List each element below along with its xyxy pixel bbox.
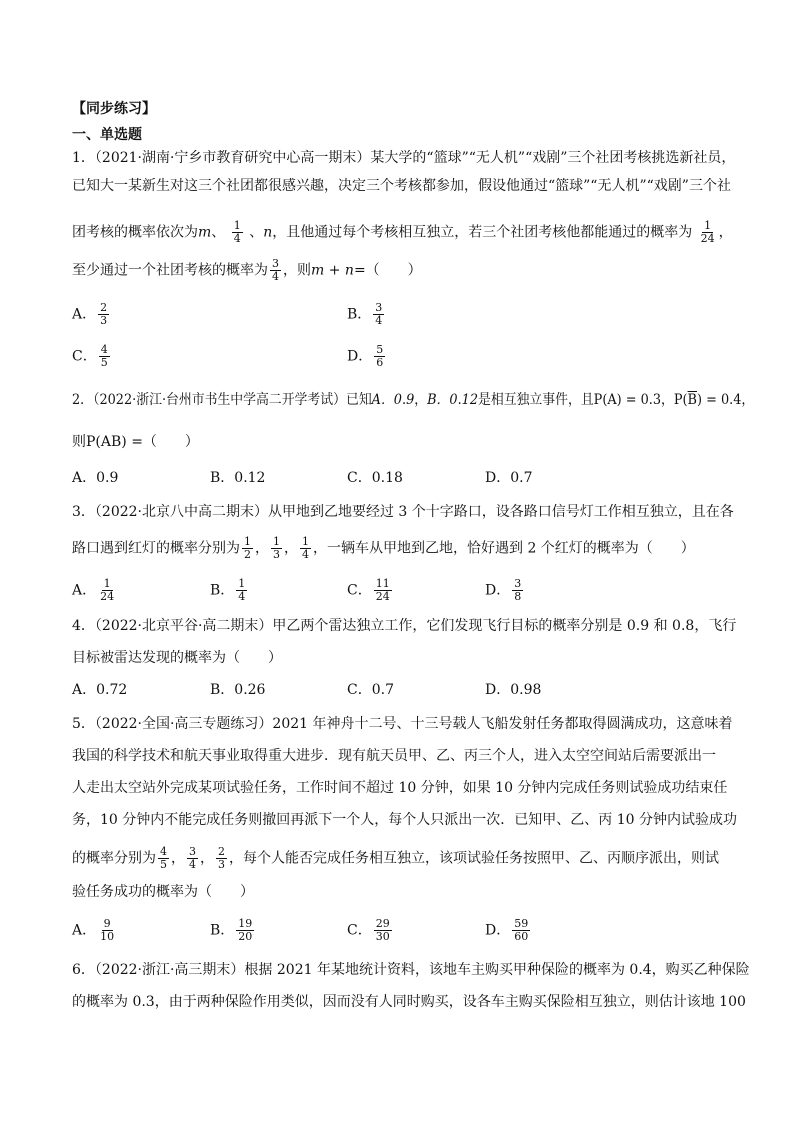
q1-option-d: D． $\frac{5}{6}$ (347, 343, 384, 369)
q1-line-2: 已知大一某新生对这三个社团都很感兴趣，决定三个考核都参加，假设他通过“篮球”“无人机”“戏剧”三个社 (72, 178, 731, 194)
q5-line-5: 的概率分别为 $\frac{4}{5}$ ， $\frac{3}{4}$ ， $\frac{2}{3}$ ，每个人能否完成任务相互独立，该项试验任务按照甲、乙、丙顺序派出，则试 (72, 845, 719, 871)
q1-option-b: B． $\frac{3}{4}$ (347, 301, 383, 327)
q5-option-b: B． $\frac{19}{20}$ (210, 917, 253, 943)
q3-option-d: D． $\frac{3}{8}$ (485, 577, 522, 603)
q5-option-a: A． $\frac{9}{10}$ (72, 917, 115, 943)
fraction: $\frac{1}{24}$ (700, 219, 715, 245)
q2-option-b: B．0.12 (210, 470, 266, 486)
q1-option-a: A． $\frac{2}{3}$ (72, 301, 108, 327)
q5-option-d: D． $\frac{59}{60}$ (485, 917, 529, 943)
q2-option-c: C．0.18 (347, 470, 403, 486)
q6-line-1: 6．（2022·浙江·高三期末）根据 2021 年某地统计资料，该地车主购买甲种保险的概率为 0.4，购买乙种保险 (72, 962, 750, 978)
q4-option-c: C．0.7 (347, 682, 394, 698)
q4-option-a: A．0.72 (72, 682, 128, 698)
q5-line-4: 务，10 分钟内不能完成任务则撤回再派下一个人，每个人只派出一次．已知甲、乙、丙 10 分钟内试验成功 (72, 812, 737, 828)
q2-option-d: D．0.7 (485, 470, 533, 486)
q2-line-1: 2．（2022·浙江·台州市书生中学高二开学考试）已知A．0.9，B．0.12是相互独立事件，且P(A) = 0.3，$P(\overline{B}) = 0.4$， (72, 392, 755, 408)
q4-option-b: B．0.26 (210, 682, 266, 698)
q1-line-1: 1．（2021·湖南·宁乡市教育研究中心高一期末）某大学的“篮球”“无人机”“戏剧”三个社团考核挑选新社员， (72, 150, 736, 166)
q1-option-c: C． $\frac{4}{5}$ (72, 343, 108, 369)
q3-option-a: A． $\frac{1}{24}$ (72, 577, 115, 603)
q4-option-d: D．0.98 (485, 682, 542, 698)
q4-line-1: 4．（2022·北京平谷·高二期末）甲乙两个雷达独立工作，它们发现飞行目标的概率分别是 0.9 和 0.8，飞行 (72, 618, 737, 634)
q1-line-4: 至少通过一个社团考核的概率为 $\frac{3}{4}$ ，则m + n=（ ） (72, 257, 422, 283)
fraction: $\frac{3}{4}$ (272, 257, 279, 283)
q5-line-1: 5．（2022·全国·高三专题练习）2021 年神舟十二号、十三号载人飞船发射任务都取得圆满成功，这意味着 (72, 716, 733, 732)
q5-line-6: 验任务成功的概率为（ ） (72, 884, 254, 900)
q5-option-c: C． $\frac{29}{30}$ (347, 917, 390, 943)
q3-option-b: B． $\frac{1}{4}$ (210, 577, 246, 603)
q3-line-1: 3．（2022·北京八中高二期末）从甲地到乙地要经过 3 个十字路口，设各路口信号灯工作相互独立，且在各 (72, 504, 734, 520)
q6-line-2: 的概率为 0.3，由于两种保险作用类似，因而没有人同时购买，设各车主购买保险相互独立，则估计该地 100 (72, 994, 746, 1010)
q3-line-2: 路口遇到红灯的概率分别为 $\frac{1}{2}$ ， $\frac{1}{3}$ ， $\frac{1}{4}$ ，一辆车从甲地到乙地，恰好遇到 2 个红灯的概率为（ ） (72, 535, 695, 561)
q4-line-2: 目标被雷达发现的概率为（ ） (72, 650, 282, 666)
fraction: $\frac{1}{4}$ (233, 219, 241, 245)
q2-option-a: A．0.9 (72, 470, 119, 486)
q5-line-2: 我国的科学技术和航天事业取得重大进步．现有航天员甲、乙、丙三个人，进入太空空间站后需要派出一 (72, 748, 716, 764)
q3-option-c: C． $\frac{11}{24}$ (347, 577, 390, 603)
q5-line-3: 人走出太空站外完成某项试验任务，工作时间不超过 10 分钟，如果 10 分钟内完成任务则试验成功结束任 (72, 780, 728, 796)
q2-line-2: 则P(AB) =（ ） (72, 434, 199, 450)
q1-line-3: 团考核的概率依次为m、 $\frac{1}{4}$ 、n，且他通过每个考核相互独立，若三个社团考核他都能通过的概率为 $\frac{1}{24}$ ， (72, 219, 733, 245)
practice-tag: 【同步练习】 (72, 101, 156, 117)
section-heading: 一、单选题 (72, 127, 142, 143)
